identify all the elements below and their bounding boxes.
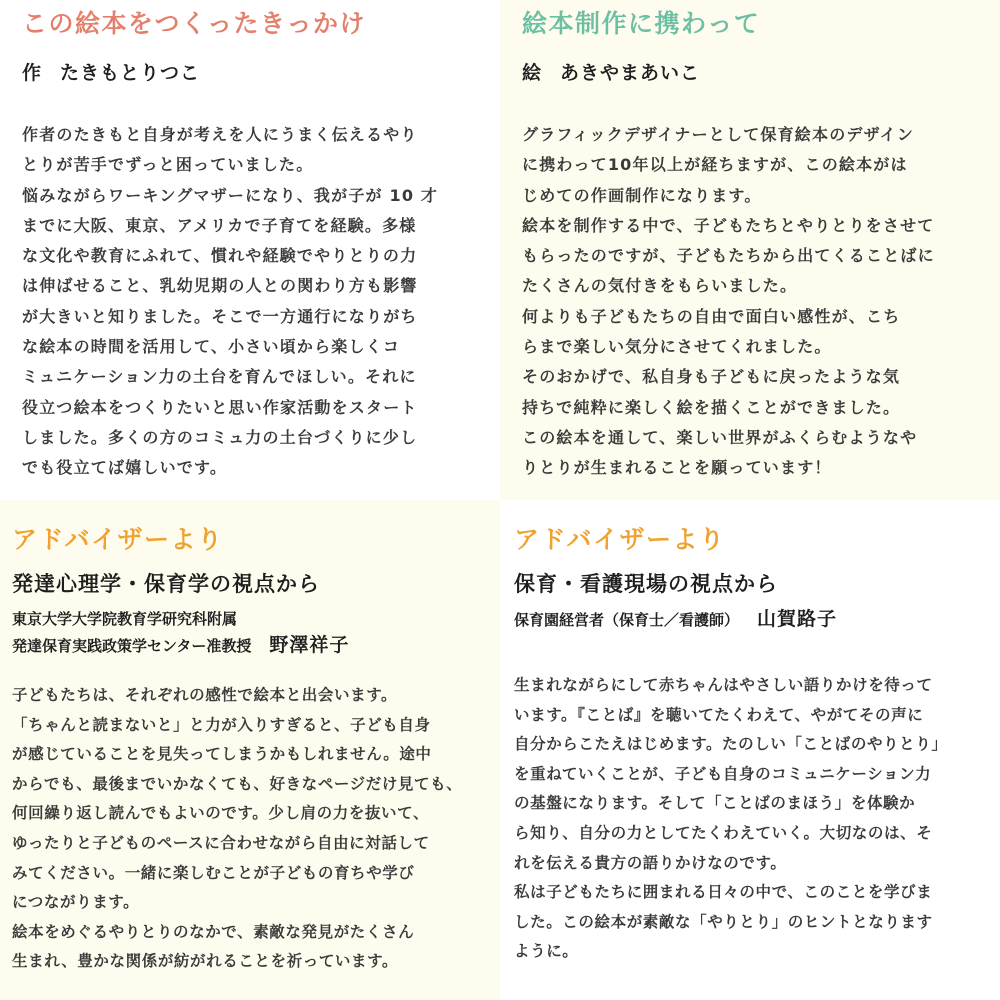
creator-author [22,60,482,86]
affiliation-line: 発達保育実践政策学センター准教授 [12,637,252,655]
text-line: 絵本をめぐるやりとりのなかで、素敵な発見がたくさん [12,922,415,941]
advisor1-affiliation [12,606,486,659]
text-line: 自分からこたえはじめます。たのしい「ことばのやりとり」 [514,735,948,754]
text-line: りとりが生まれることを願っています！ [522,458,832,478]
text-line: な絵本の時間を活用して、小さい頃から楽しくコ [22,337,401,357]
text-line: 持ちで純粋に楽しく絵を描くことができました。 [522,397,901,417]
text-line: でも役立てば嬉しいです。 [22,458,228,478]
affiliation-line: 東京大学大学院教育学研究科附属 [12,610,238,628]
advisor2-heading: アドバイザーより [514,525,726,554]
advisor2-subtitle: 保育・看護現場の視点から [514,572,778,596]
text-line: たくさんの気付きをもらいました。 [522,276,798,296]
text-line: そのおかげで、私自身も子どもに戻ったような気 [522,367,901,387]
advisor1-panel [0,500,500,1000]
text-line: ら知り、自分の力としてたくわえていく。大切なのは、そ [514,823,933,842]
affiliation-line: 保育園経営者（保育士／看護師） [514,611,740,629]
text-line: ミュニケーション力の土台を育んでほしい。それに [22,367,417,387]
illustrator-role: 絵 [522,62,543,84]
text-line: に携わって10年以上が経ちますが、この絵本がは [522,155,908,175]
text-line: います。『ことば』を聴いてたくわえて、やがてその声に [514,705,924,724]
text-line: な文化や教育にふれて、慣れや経験でやりとりの力 [22,246,418,266]
text-line: 子どもたちは、それぞれの感性で絵本と出会います。 [12,686,398,704]
text-line: した。この絵本が素敵な「やりとり」のヒントとなります [514,912,933,931]
text-line: は伸ばせること、乳幼児期の人との関わり方も影響 [22,276,418,296]
text-line: 何回繰り返し読んでもよいのです。少し肩の力を抜いて、 [12,804,430,823]
text-line: を重ねていくことが、子ども自身のコミュニケーション力 [514,764,932,783]
affiliation-line-with-name [12,632,486,659]
text-line: が大きいと知りました。そこで一方通行になりがち [22,306,418,326]
text-line: が感じていることを見失ってしまうかもしれません。途中 [12,745,432,764]
text-line: 何よりも子どもたちの自由で面白い感性が、こち [522,306,901,326]
text-line: もらったのですが、子どもたちから出てくることばに [522,246,935,266]
text-line: 「ちゃんと読まないと」と力が入りすぎると、子ども自身 [12,715,431,734]
text-line: 生まれ、豊かな関係が紡がれることを祈っています。 [12,952,399,971]
text-line: らまで楽しい気分にさせてくれました。 [522,337,832,357]
creator-panel [0,0,500,500]
text-line: 絵本を制作する中で、子どもたちとやりとりをさせて [522,215,935,235]
text-line: 私は子どもたちに囲まれる日々の中で、このことを学びま [514,883,933,902]
text-line: グラフィックデザイナーとして保育絵本のデザイン [522,125,915,144]
creator-role: 作 [22,62,43,84]
advisor2-text [514,671,988,967]
advisor1-subtitle: 発達心理学・保育学の視点から [12,572,320,596]
advisor1-text [12,681,486,977]
text-line: 作者のたきもと自身が考えを人にうまく伝えるやり [22,125,418,144]
illustrator-heading: 絵本制作に携わって [522,9,761,38]
text-line: この絵本を通して、楽しい世界がふくらむようなや [522,427,918,447]
advisor2-name: 山賀路子 [757,608,838,630]
text-line: につながります。 [12,893,140,912]
text-line: までに大阪、東京、アメリカで子育てを経験。多様 [22,215,417,235]
illustrator-name: あきやまあいこ [560,62,701,84]
creator-heading: この絵本をつくったきっかけ [22,9,367,38]
text-line: とりが苦手でずっと困っていました。 [22,155,314,175]
text-line: みてください。一緒に楽しむことが子どもの育ちや学び [12,863,415,882]
advisor1-heading: アドバイザーより [12,525,224,554]
illustrator-text [522,120,986,484]
advisor2-panel [500,500,1000,1000]
creator-text [22,120,482,484]
illustrator-panel [500,0,1000,500]
text-line: からでも、最後までいかなくても、好きなページだけ見ても、 [12,774,463,793]
advisor2-affiliation [514,606,988,633]
text-line: 悩みながらワーキングマザーになり、我が子が 10 才 [22,185,439,205]
advisor1-name: 野澤祥子 [269,634,350,656]
text-line: しました。多くの方のコミュ力の土台づくりに少し [22,427,418,447]
creator-name: たきもとりつこ [60,62,201,84]
text-line: ゆったりと子どものペースに合わせながら自由に対話して [12,833,430,852]
text-line: じめての作画制作になります。 [522,185,762,205]
text-line: の基盤になります。そして「ことばのまほう」を体験か [514,794,916,813]
text-line: 生まれながらにして赤ちゃんはやさしい語りかけを待って [514,676,933,694]
text-line: 役立つ絵本をつくりたいと思い作家活動をスタート [22,397,418,417]
text-line: れを伝える貴方の語りかけなのです。 [514,853,787,872]
text-line: ように。 [514,942,579,961]
illustrator-author [522,60,986,86]
